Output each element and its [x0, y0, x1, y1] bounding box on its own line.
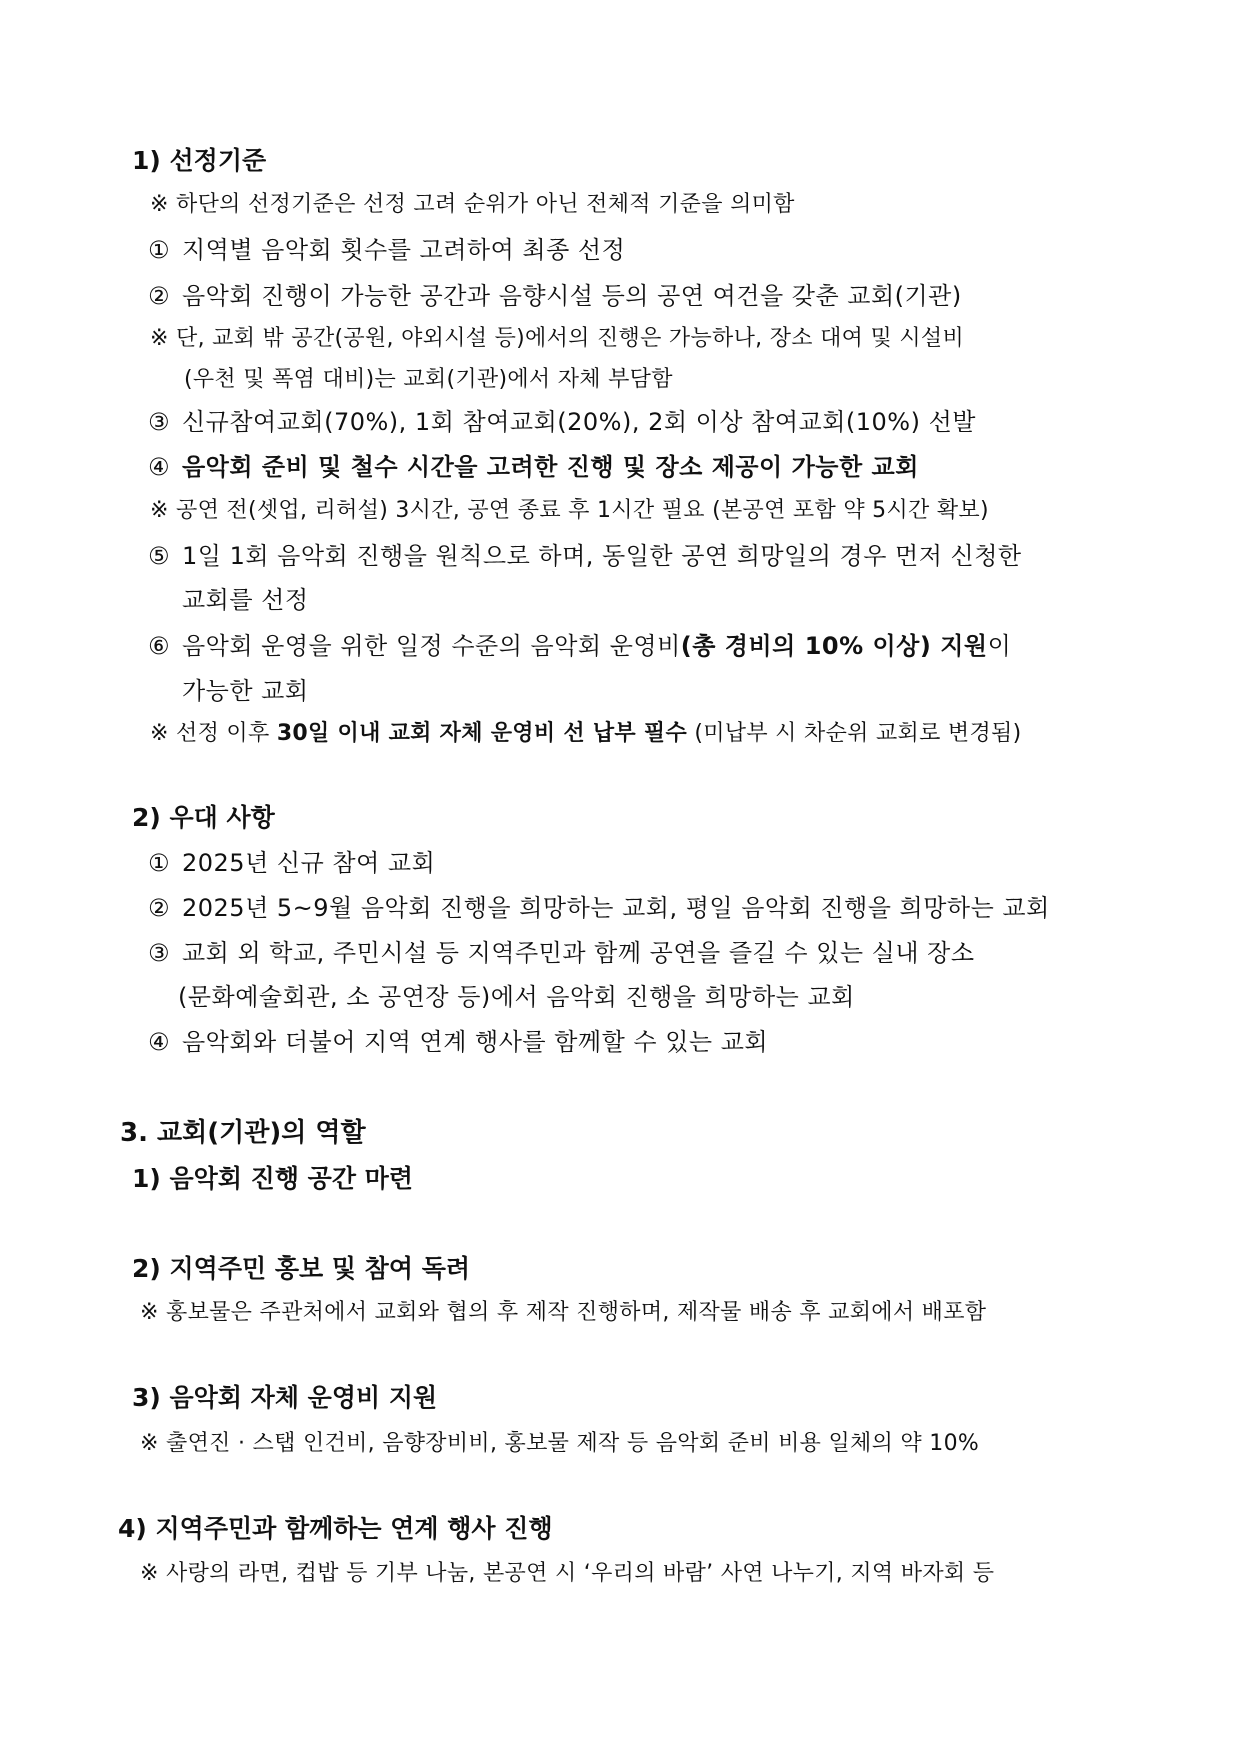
- list-item: [148, 1030, 768, 1054]
- list-text: 음악회와 더불어 지역 연계 행사를 함께할 수 있는 교회: [182, 1028, 769, 1056]
- subheading-promotion: 2) 지역주민 홍보 및 참여 독려: [132, 1254, 470, 1283]
- note-outdoor-venue: ※ 단, 교회 밖 공간(공원, 야외시설 등)에서의 진행은 가능하나, 장소 대여 및 시설비: [150, 326, 965, 351]
- list-text-cont: (문화예술회관, 소 공연장 등)에서 음악회 진행을 희망하는 교회: [178, 983, 855, 1011]
- list-number: ⑤: [148, 542, 171, 570]
- list-text: 신규참여교회(70%), 1회 참여교회(20%), 2회 이상 참여교회(10%) 선발: [182, 408, 976, 436]
- list-number: ④: [148, 1028, 171, 1056]
- section-heading-preferences: 2) 우대 사항: [132, 803, 275, 832]
- list-text: 2025년 신규 참여 교회: [182, 849, 436, 877]
- list-item: [148, 634, 1011, 658]
- note-community-event: ※ 사랑의 라면, 컵밥 등 기부 나눔, 본공연 시 ‘우리의 바람’ 사연 나누기, 지역 바자회 등: [140, 1561, 995, 1586]
- list-item: [148, 941, 975, 965]
- note-text: (미납부 시 차순위 교회로 변경됨): [687, 721, 1022, 746]
- list-item: [148, 410, 976, 434]
- list-text: 2025년 5~9월 음악회 진행을 희망하는 교회, 평일 음악회 진행을 희망하는 교회: [182, 894, 1050, 922]
- list-text: 음악회 진행이 가능한 공간과 음향시설 등의 공연 여건을 갖춘 교회(기관): [182, 282, 962, 310]
- list-number: ⑥: [148, 632, 171, 660]
- list-number: ②: [148, 894, 171, 922]
- list-text: 이: [987, 632, 1012, 660]
- list-text: 음악회 운영을 위한 일정 수준의 음악회 운영비: [182, 632, 681, 660]
- list-item: [148, 544, 1022, 568]
- note-text: ※ 선정 이후: [150, 721, 277, 746]
- note-setup-time: ※ 공연 전(셋업, 리허설) 3시간, 공연 종료 후 1시간 필요 (본공연 포함 약 5시간 확보): [150, 498, 989, 523]
- list-text-cont: 교회를 선정: [182, 586, 309, 614]
- note-operating-cost: ※ 출연진 · 스탭 인건비, 음향장비비, 홍보물 제작 등 음악회 준비 비용 일체의 약 10%: [140, 1431, 980, 1456]
- list-text: 음악회 준비 및 철수 시간을 고려한 진행 및 장소 제공이 가능한 교회: [182, 453, 919, 481]
- list-number: ②: [148, 282, 171, 310]
- list-text: 지역별 음악회 횟수를 고려하여 최종 선정: [182, 236, 626, 264]
- subheading-community-event: 4) 지역주민과 함께하는 연계 행사 진행: [118, 1514, 553, 1543]
- list-item: [148, 896, 1050, 920]
- list-number: ③: [148, 408, 171, 436]
- note-prepayment: [150, 723, 1021, 745]
- subheading-venue: 1) 음악회 진행 공간 마련: [132, 1164, 413, 1193]
- list-number: ①: [148, 849, 171, 877]
- list-text: 교회 외 학교, 주민시설 등 지역주민과 함께 공연을 즐길 수 있는 실내 장소: [182, 939, 975, 967]
- list-item: [148, 455, 919, 479]
- note-text-bold: 30일 이내 교회 자체 운영비 선 납부 필수: [276, 721, 688, 746]
- list-number: ①: [148, 236, 171, 264]
- list-text-bold: (총 경비의 10% 이상) 지원: [680, 632, 988, 660]
- list-text-cont: 가능한 교회: [182, 677, 309, 705]
- section-heading-selection-criteria: 1) 선정기준: [132, 146, 267, 175]
- list-number: ③: [148, 939, 171, 967]
- list-text: 1일 1회 음악회 진행을 원칙으로 하며, 동일한 공연 희망일의 경우 먼저 신청한: [182, 542, 1022, 570]
- list-item: [148, 284, 962, 308]
- note-outdoor-venue-cont: (우천 및 폭염 대비)는 교회(기관)에서 자체 부담함: [184, 367, 673, 392]
- subheading-operating-cost: 3) 음악회 자체 운영비 지원: [132, 1383, 438, 1412]
- list-item: [148, 851, 435, 875]
- note-criteria-meaning: ※ 하단의 선정기준은 선정 고려 순위가 아닌 전체적 기준을 의미함: [150, 192, 795, 217]
- list-item: [148, 238, 625, 262]
- section-heading-church-role: 3. 교회(기관)의 역할: [120, 1118, 366, 1148]
- note-promotion: ※ 홍보물은 주관처에서 교회와 협의 후 제작 진행하며, 제작물 배송 후 교회에서 배포함: [140, 1300, 987, 1325]
- list-number: ④: [148, 453, 171, 481]
